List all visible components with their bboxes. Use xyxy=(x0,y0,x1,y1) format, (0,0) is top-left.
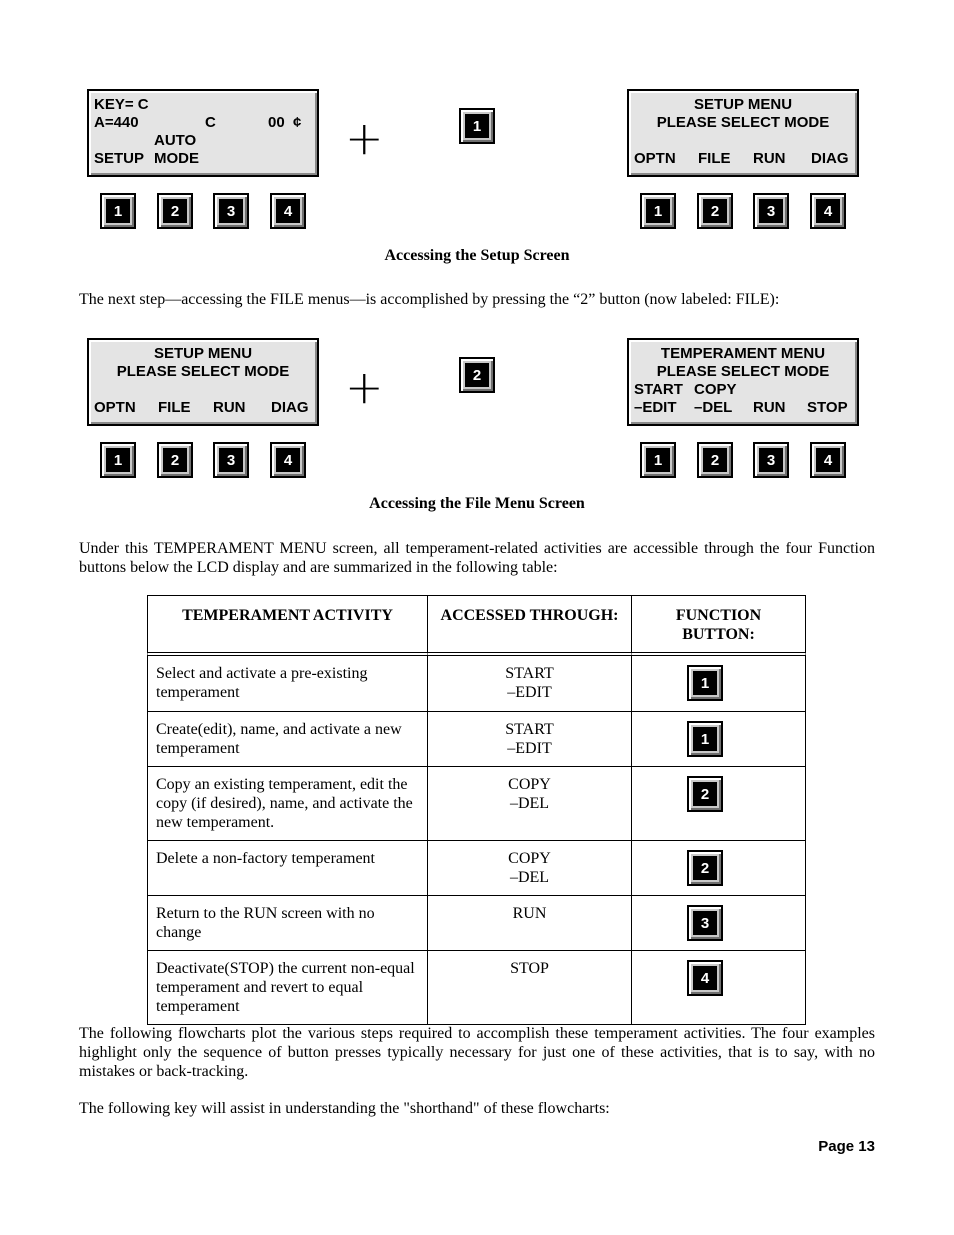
lcd-subtitle: PLEASE SELECT MODE xyxy=(656,363,830,380)
lcd-line: COPY xyxy=(694,381,737,398)
access-cell xyxy=(428,656,632,712)
button-label: 1 xyxy=(646,448,670,472)
lcd-temperament-menu xyxy=(627,338,859,426)
function-button-3[interactable] xyxy=(687,905,723,941)
activity-cell: Return to the RUN screen with no change xyxy=(147,896,428,951)
function-button-4[interactable] xyxy=(270,442,306,478)
button-cell xyxy=(632,712,806,767)
figure-caption: Accessing the Setup Screen xyxy=(384,247,570,264)
function-button-1[interactable] xyxy=(640,193,676,229)
function-button-2[interactable] xyxy=(157,193,193,229)
lcd-option: DIAG xyxy=(811,150,849,167)
button-cell xyxy=(632,951,806,1025)
lcd-option: –DEL xyxy=(694,399,733,416)
function-button-1[interactable] xyxy=(100,442,136,478)
paragraph: Under this TEMPERAMENT MENU screen, all temperament-related activities are accessible through the four Function buttons below the LCD display and are summarized in the following table: xyxy=(79,540,875,576)
lcd-line: A=440 xyxy=(94,114,139,131)
table-row xyxy=(147,656,806,712)
access-line: –EDIT xyxy=(507,740,552,757)
table-row xyxy=(147,951,806,1025)
lcd-option: RUN xyxy=(753,150,786,167)
access-line: COPY xyxy=(508,850,551,867)
access-cell xyxy=(428,712,632,767)
paragraph: The following flowcharts plot the various steps required to accomplish these temperament activities. The four examples highlight only the sequence of button presses typically necessary for just one of these activities, that is to say, with no mistakes or back-tracking. xyxy=(79,1025,875,1080)
lcd-line: C xyxy=(205,114,216,131)
button-label: 2 xyxy=(465,363,489,387)
lcd-run-screen xyxy=(87,89,319,177)
activity-cell: Copy an existing temperament, edit the copy (if desired), name, and activate the new temperament. xyxy=(147,767,428,841)
button-label: 3 xyxy=(759,199,783,223)
button-label: 1 xyxy=(693,727,717,751)
lcd-subtitle: PLEASE SELECT MODE xyxy=(656,114,830,131)
access-cell xyxy=(428,951,632,1025)
function-button-2[interactable] xyxy=(157,442,193,478)
lcd-line: KEY= C xyxy=(94,96,149,113)
access-line: START xyxy=(505,721,554,738)
lcd-line: AUTO xyxy=(154,132,197,149)
lcd-title: TEMPERAMENT MENU xyxy=(660,345,826,362)
activity-cell: Deactivate(STOP) the current non-equal temperament and revert to equal temperament xyxy=(147,951,428,1025)
button-cell xyxy=(632,841,806,896)
function-button-1[interactable] xyxy=(100,193,136,229)
button-label: 3 xyxy=(759,448,783,472)
function-button-2[interactable] xyxy=(687,776,723,812)
button-label: 2 xyxy=(693,856,717,880)
access-cell xyxy=(428,896,632,951)
function-button-1[interactable] xyxy=(459,108,495,144)
figure-caption: Accessing the File Menu Screen xyxy=(369,495,585,512)
function-button-2[interactable] xyxy=(697,193,733,229)
page-number: Page 13 xyxy=(818,1138,875,1155)
button-cell xyxy=(632,896,806,951)
lcd-option: DIAG xyxy=(271,399,309,416)
function-button-3[interactable] xyxy=(213,193,249,229)
lcd-line: START xyxy=(634,381,683,398)
button-label: 4 xyxy=(693,966,717,990)
button-label: 4 xyxy=(276,448,300,472)
lcd-setup-menu xyxy=(627,89,859,177)
function-button-3[interactable] xyxy=(213,442,249,478)
access-line: STOP xyxy=(510,960,549,977)
lcd-option: OPTN xyxy=(94,399,136,416)
function-button-4[interactable] xyxy=(810,193,846,229)
button-label: 2 xyxy=(163,448,187,472)
table-row xyxy=(147,841,806,896)
access-line: –EDIT xyxy=(507,684,552,701)
button-label: 2 xyxy=(703,199,727,223)
table-header: TEMPERAMENT ACTIVITY xyxy=(147,595,428,656)
table-header: ACCESSED THROUGH: xyxy=(428,595,632,656)
temperament-activity-table xyxy=(147,595,806,1025)
button-label: 3 xyxy=(219,448,243,472)
button-cell xyxy=(632,767,806,841)
activity-cell: Create(edit), name, and activate a new temperament xyxy=(147,712,428,767)
activity-cell: Delete a non-factory temperament xyxy=(147,841,428,896)
access-cell xyxy=(428,841,632,896)
function-button-3[interactable] xyxy=(753,442,789,478)
plus-sign: + xyxy=(345,111,384,165)
access-line: RUN xyxy=(512,905,547,922)
function-button-3[interactable] xyxy=(753,193,789,229)
table-row xyxy=(147,896,806,951)
function-button-2[interactable] xyxy=(687,850,723,886)
function-button-4[interactable] xyxy=(810,442,846,478)
access-cell xyxy=(428,767,632,841)
access-line: COPY xyxy=(508,776,551,793)
function-button-1[interactable] xyxy=(687,665,723,701)
lcd-setup-menu xyxy=(87,338,319,426)
plus-sign: + xyxy=(345,360,384,414)
button-label: 1 xyxy=(693,671,717,695)
lcd-option: RUN xyxy=(753,399,786,416)
function-button-2[interactable] xyxy=(697,442,733,478)
lcd-option: RUN xyxy=(213,399,246,416)
lcd-option: FILE xyxy=(698,150,731,167)
access-line: –DEL xyxy=(509,795,550,812)
table-row xyxy=(147,712,806,767)
function-button-4[interactable] xyxy=(270,193,306,229)
button-label: 1 xyxy=(646,199,670,223)
access-line: START xyxy=(505,665,554,682)
function-button-1[interactable] xyxy=(640,442,676,478)
lcd-line: SETUP xyxy=(94,150,145,167)
button-label: 2 xyxy=(163,199,187,223)
function-button-1[interactable] xyxy=(687,721,723,757)
function-button-4[interactable] xyxy=(687,960,723,996)
function-button-2[interactable] xyxy=(459,357,495,393)
button-label: 1 xyxy=(106,448,130,472)
lcd-subtitle: PLEASE SELECT MODE xyxy=(116,363,290,380)
table-row xyxy=(147,767,806,841)
button-label: 3 xyxy=(693,911,717,935)
table-header: FUNCTION BUTTON: xyxy=(632,595,806,656)
lcd-option: STOP xyxy=(807,399,848,416)
button-label: 4 xyxy=(276,199,300,223)
table-header-row xyxy=(147,595,806,656)
lcd-line: MODE xyxy=(154,150,199,167)
access-line: –DEL xyxy=(509,869,550,886)
lcd-title: SETUP MENU xyxy=(153,345,253,362)
lcd-option: –EDIT xyxy=(634,399,677,416)
button-cell xyxy=(632,656,806,712)
paragraph: The next step—accessing the FILE menus—is accomplished by pressing the “2” button (now labeled: FILE): xyxy=(79,291,780,308)
button-label: 3 xyxy=(219,199,243,223)
activity-cell: Select and activate a pre-existing temperament xyxy=(147,656,428,712)
button-label: 2 xyxy=(703,448,727,472)
paragraph: The following key will assist in understanding the "shorthand" of these flowcharts: xyxy=(79,1100,610,1117)
lcd-option: FILE xyxy=(158,399,191,416)
button-label: 4 xyxy=(816,199,840,223)
button-label: 1 xyxy=(106,199,130,223)
lcd-option: OPTN xyxy=(634,150,676,167)
button-label: 4 xyxy=(816,448,840,472)
button-label: 2 xyxy=(693,782,717,806)
button-label: 1 xyxy=(465,114,489,138)
lcd-line: 00 ¢ xyxy=(268,114,302,131)
lcd-title: SETUP MENU xyxy=(693,96,793,113)
